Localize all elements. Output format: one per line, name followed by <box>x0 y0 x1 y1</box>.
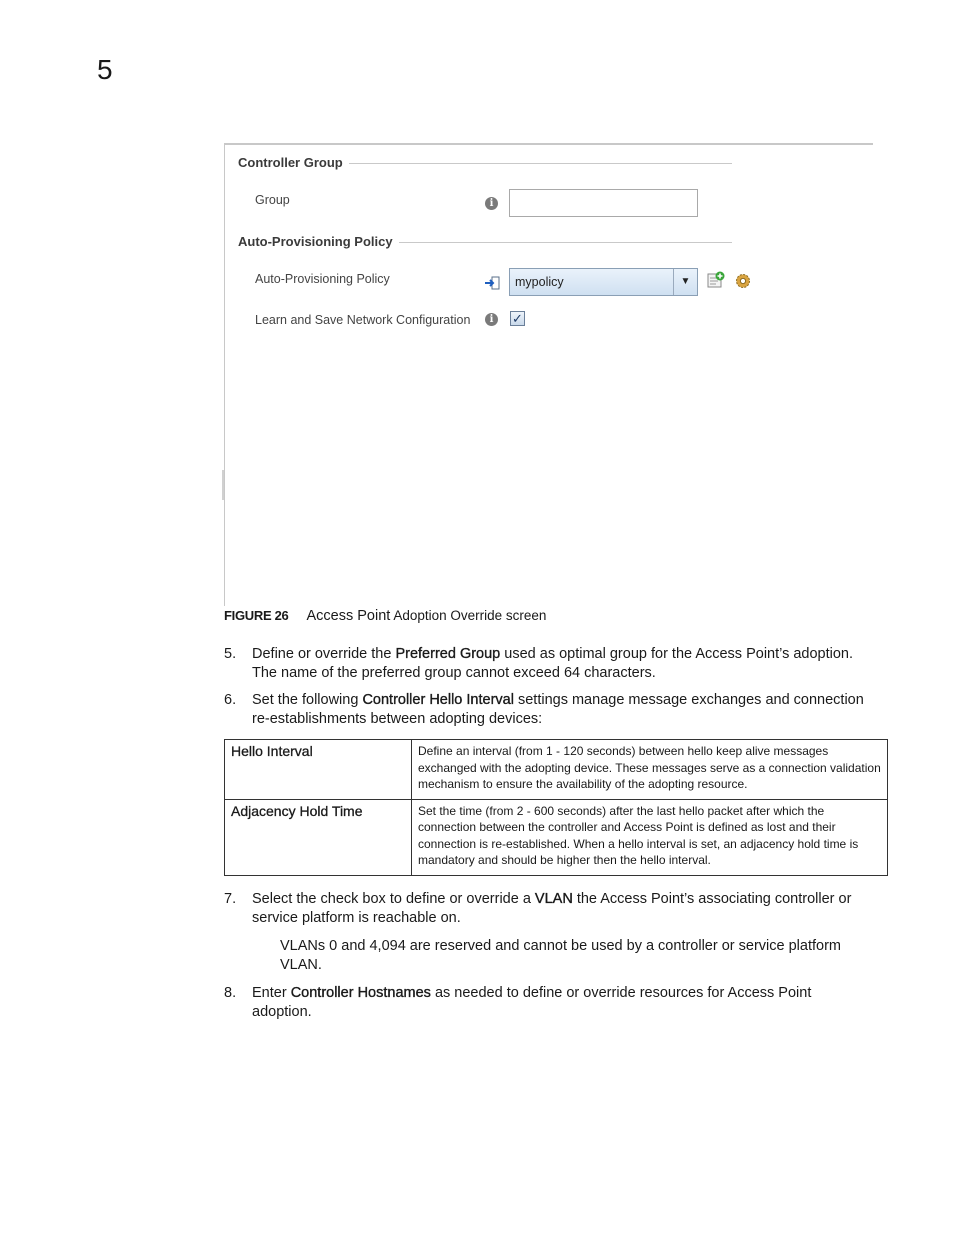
learn-save-label: Learn and Save Network Configuration <box>255 313 471 327</box>
table-row <box>225 799 888 875</box>
parameter-description: Define an interval (from 1 - 120 seconds) between hello keep alive messages exchanged with the adopting device. These messages serve as a connection validation mechanism to ensure the availability of the adopting resource. <box>412 740 888 800</box>
parameter-name: Hello Interval <box>225 740 412 800</box>
step-text: Define or override the Preferred Group used as optimal group for the Access Point’s adoption. The name of the preferred group cannot exceed 64 characters. <box>252 646 854 681</box>
step-text: Select the check box to define or override a VLAN the Access Point’s associating controller or service platform is reachable on. <box>252 891 852 926</box>
step-text: Enter Controller Hostnames as needed to define or override resources for Access Point adoption. <box>252 985 812 1020</box>
step-number: 5. <box>224 646 237 662</box>
parameter-name: Adjacency Hold Time <box>225 799 412 875</box>
step-number: 6. <box>224 692 237 708</box>
insert-icon[interactable] <box>483 274 501 292</box>
policy-select-value: mypolicy <box>515 275 564 289</box>
parameter-description: Set the time (from 2 - 600 seconds) after the last hello packet after which the connection between the controller and Access Point is defined as lost and their connection is re-established. When a hello interval is set, an adjacency hold time is mandatory and should be higher then the hello interval. <box>412 799 888 875</box>
section-divider <box>399 242 732 243</box>
auto-provisioning-title: Auto-Provisioning Policy <box>238 234 393 249</box>
panel-edge-marker <box>222 470 224 500</box>
step-text: Set the following Controller Hello Interval settings manage message exchanges and connection re-establishments between adopting devices: <box>252 692 864 727</box>
group-label: Group <box>255 193 290 207</box>
group-input[interactable] <box>509 189 698 217</box>
learn-save-checkbox[interactable]: ✓ <box>510 311 525 326</box>
figure-caption <box>224 607 546 624</box>
info-icon[interactable]: i <box>485 313 498 326</box>
info-icon[interactable]: i <box>485 197 498 210</box>
chapter-number: 5 <box>97 54 113 85</box>
adoption-override-screenshot <box>224 143 873 606</box>
policy-label: Auto-Provisioning Policy <box>255 272 390 286</box>
gear-edit-icon[interactable] <box>734 272 752 290</box>
controller-group-title: Controller Group <box>238 155 343 170</box>
figure-title: Access Point Adoption Override screen <box>306 608 547 624</box>
policy-select[interactable] <box>509 268 698 296</box>
section-divider <box>349 163 732 164</box>
step-7-note: VLANs 0 and 4,094 are reserved and cannot be used by a controller or service platform VLAN. <box>280 938 841 973</box>
step-number: 7. <box>224 891 237 907</box>
table-row <box>225 740 888 800</box>
hello-interval-table <box>224 739 888 876</box>
chevron-down-icon[interactable]: ▼ <box>673 269 697 295</box>
figure-label: FIGURE 26 <box>224 608 289 623</box>
step-number: 8. <box>224 985 237 1001</box>
add-policy-icon[interactable] <box>707 271 725 289</box>
